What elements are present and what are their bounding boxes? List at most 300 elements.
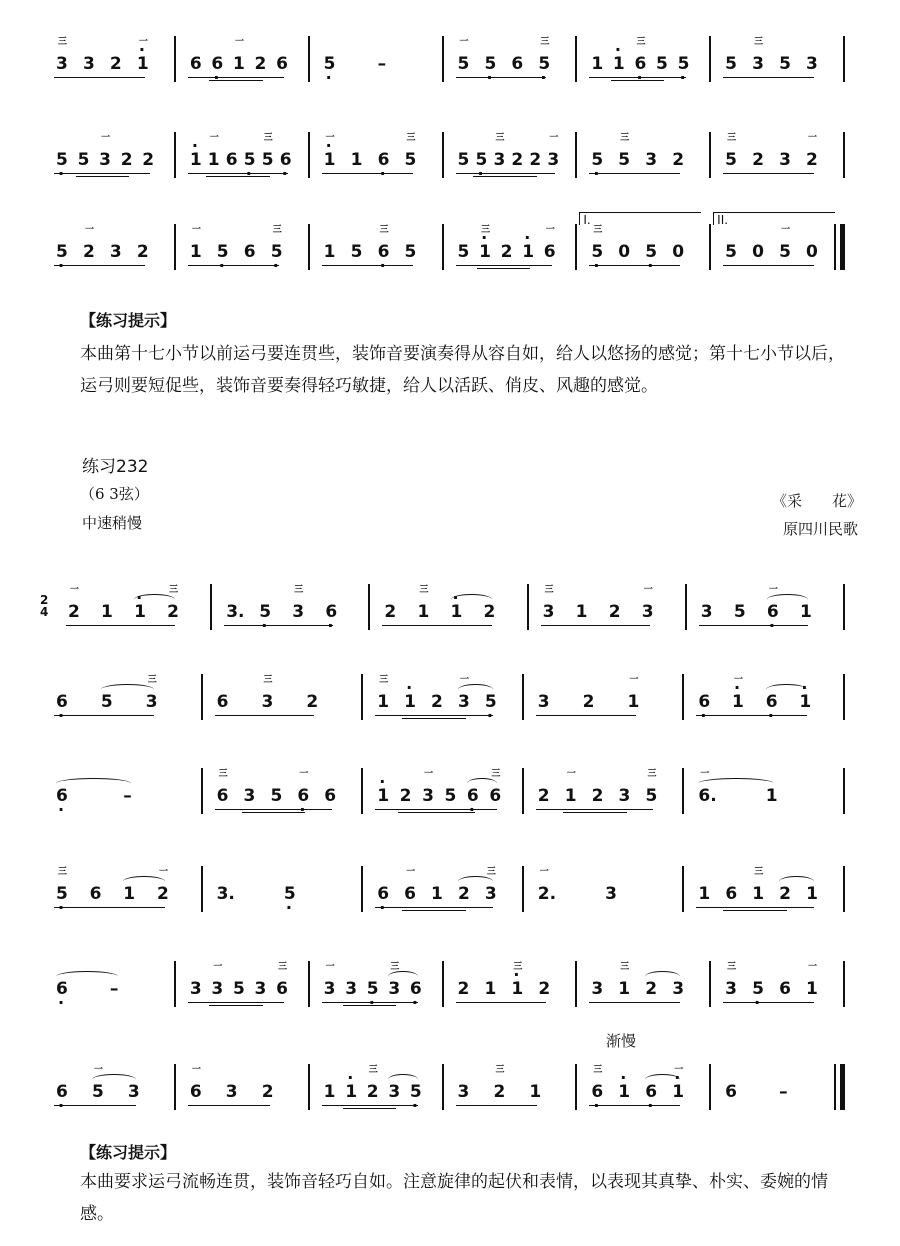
note: 6 bbox=[725, 1082, 737, 1102]
fingering-mark: 一 bbox=[325, 133, 335, 143]
note: 2 bbox=[142, 150, 155, 170]
beam bbox=[54, 907, 165, 908]
note: 5 bbox=[404, 150, 417, 170]
note: 5 · bbox=[678, 54, 690, 74]
beam bbox=[322, 1002, 418, 1003]
note: 6 bbox=[243, 242, 256, 262]
note: 6 bbox=[276, 54, 288, 74]
note: 3 bbox=[547, 150, 560, 170]
note: 5 · bbox=[217, 242, 229, 262]
fingering-mark: 三 bbox=[294, 585, 304, 595]
barline bbox=[709, 132, 711, 178]
barline bbox=[575, 961, 577, 1007]
note: 3 bbox=[672, 979, 685, 999]
beam bbox=[536, 715, 636, 716]
barline bbox=[685, 584, 687, 630]
barline bbox=[361, 768, 363, 814]
note: 5 bbox=[91, 1082, 104, 1102]
beam-double bbox=[563, 812, 627, 813]
beam bbox=[723, 173, 814, 174]
note: 3 bbox=[109, 242, 122, 262]
note: 5 · bbox=[56, 242, 68, 262]
fingering-mark: 三 bbox=[58, 37, 68, 47]
note: 5 · bbox=[56, 150, 68, 170]
beam-double bbox=[242, 812, 306, 813]
beam bbox=[54, 173, 150, 174]
beam bbox=[589, 1105, 680, 1106]
fingering-mark: 三 bbox=[727, 962, 737, 972]
fingering-mark: 三 bbox=[513, 962, 523, 972]
fingering-mark: 三 bbox=[368, 1065, 378, 1075]
note: 6 · bbox=[378, 150, 390, 170]
final-barline-thin bbox=[834, 224, 836, 270]
fingering-mark: 一 bbox=[700, 769, 710, 779]
fingering-mark: 三 bbox=[754, 867, 764, 877]
barline bbox=[442, 961, 444, 1007]
beam bbox=[699, 625, 808, 626]
score-line-8 bbox=[40, 955, 860, 1019]
beam bbox=[188, 173, 288, 174]
beam bbox=[322, 265, 413, 266]
note: 2 bbox=[493, 1082, 506, 1102]
note: 1 bbox=[123, 884, 136, 904]
note: 1 bbox=[575, 602, 588, 622]
barline bbox=[682, 768, 684, 814]
fingering-mark: 一 bbox=[424, 769, 434, 779]
note: 1 bbox=[698, 884, 711, 904]
note: 3 bbox=[700, 602, 713, 622]
fingering-mark: 一 bbox=[299, 769, 309, 779]
note: 2 bbox=[261, 1082, 274, 1102]
beam bbox=[589, 1002, 680, 1003]
note: 6 · bbox=[766, 692, 778, 712]
fingering-mark: 三 bbox=[495, 133, 505, 143]
fingering-mark: 一 bbox=[70, 585, 80, 595]
note: 3 bbox=[211, 979, 224, 999]
beam bbox=[696, 907, 814, 908]
note: 1 bbox=[806, 884, 818, 904]
beam bbox=[723, 77, 814, 78]
final-barline bbox=[840, 1064, 845, 1110]
fingering-mark: 一 bbox=[138, 37, 148, 47]
note: · 1 bbox=[404, 692, 416, 712]
beam-double bbox=[723, 910, 787, 911]
fingering-mark: 三 bbox=[169, 585, 179, 595]
barline bbox=[522, 674, 524, 720]
slur bbox=[645, 1074, 680, 1085]
note: 6 · bbox=[297, 786, 309, 806]
beam bbox=[696, 715, 807, 716]
practice-tips-text-1: 本曲第十七小节以前运弓要连贯些，装饰音要演奏得从容自如，给人以悠扬的感觉；第十七小节以后，运弓则要短促些，装饰音要奏得轻巧敏捷，给人以活跃、俏皮、风趣的感觉。 bbox=[80, 344, 845, 396]
note: · 1 bbox=[522, 242, 534, 262]
barline bbox=[442, 224, 444, 270]
note: 5 bbox=[725, 150, 737, 170]
fingering-mark: 一 bbox=[209, 133, 219, 143]
slur bbox=[56, 778, 131, 789]
note: 1 bbox=[591, 54, 604, 74]
barline bbox=[575, 132, 577, 178]
note: · 1 bbox=[451, 602, 463, 622]
note: 3 bbox=[56, 54, 68, 74]
beam bbox=[375, 907, 493, 908]
note: 1 bbox=[564, 786, 577, 806]
note: – bbox=[377, 54, 387, 74]
note: 5 bbox=[444, 786, 457, 806]
note: · 1 bbox=[345, 1082, 357, 1102]
score-line-4 bbox=[40, 578, 860, 642]
beam-double bbox=[398, 812, 475, 813]
note: 6 · bbox=[56, 1082, 68, 1102]
note: 6 bbox=[189, 54, 202, 74]
fingering-mark: 三 bbox=[593, 225, 603, 235]
note: 3 bbox=[345, 979, 358, 999]
fingering-mark: 一 bbox=[234, 37, 244, 47]
note: 6 · bbox=[591, 1082, 603, 1102]
note: 5 · bbox=[485, 692, 497, 712]
beam bbox=[224, 625, 333, 626]
beam bbox=[589, 265, 680, 266]
note: 5 bbox=[656, 54, 668, 74]
barline bbox=[843, 768, 845, 814]
note: 5 · bbox=[645, 242, 657, 262]
fingering-mark: 三 bbox=[406, 133, 416, 143]
beam bbox=[589, 77, 685, 78]
note: 6 · bbox=[634, 54, 646, 74]
note: 2 bbox=[156, 884, 169, 904]
note: 1 bbox=[799, 602, 812, 622]
note: 3 bbox=[725, 979, 737, 999]
note: 1 bbox=[207, 150, 220, 170]
beam bbox=[723, 265, 814, 266]
note: 3 bbox=[457, 692, 470, 712]
note: 6 bbox=[511, 54, 524, 74]
note: · 1 bbox=[134, 602, 146, 622]
note: 3. bbox=[216, 884, 235, 904]
volta-second-ending: II. bbox=[713, 212, 835, 225]
fingering-mark: 一 bbox=[93, 1065, 103, 1075]
fingering-mark: 一 bbox=[549, 133, 559, 143]
beam-double bbox=[611, 80, 664, 81]
note: 1 bbox=[618, 979, 631, 999]
fingering-mark: 一 bbox=[213, 962, 223, 972]
fingering-mark: 一 bbox=[459, 675, 469, 685]
exercise-title: 练习232 bbox=[82, 457, 149, 477]
note: 5 · bbox=[56, 884, 68, 904]
note: 5 bbox=[618, 150, 631, 170]
barline bbox=[575, 1064, 577, 1110]
score-line-5 bbox=[40, 668, 860, 732]
beam bbox=[536, 809, 654, 810]
note: 6 bbox=[276, 979, 288, 999]
note: 1 bbox=[323, 1082, 336, 1102]
slur bbox=[92, 1074, 136, 1085]
note: 5 bbox=[100, 692, 113, 712]
fingering-mark: 三 bbox=[272, 225, 282, 235]
note: 3 bbox=[99, 150, 111, 170]
note: 2 bbox=[608, 602, 621, 622]
barline bbox=[308, 224, 310, 270]
slur bbox=[101, 684, 154, 695]
beam bbox=[382, 625, 491, 626]
beam-double bbox=[473, 176, 537, 177]
slur bbox=[56, 971, 118, 982]
beam-double bbox=[343, 1005, 396, 1006]
barline bbox=[522, 866, 524, 912]
note: 6 bbox=[779, 979, 791, 999]
note: 0 bbox=[752, 242, 764, 262]
beam bbox=[322, 173, 413, 174]
barline bbox=[361, 674, 363, 720]
fingering-mark: 三 bbox=[636, 37, 646, 47]
barline bbox=[174, 961, 176, 1007]
beam bbox=[215, 715, 315, 716]
barline bbox=[682, 674, 684, 720]
fingering-mark: 三 bbox=[647, 769, 657, 779]
fingering-mark: 三 bbox=[540, 37, 550, 47]
note: 1 bbox=[232, 54, 245, 74]
note: 2 bbox=[645, 979, 658, 999]
note: 2 bbox=[254, 54, 267, 74]
slur bbox=[134, 594, 175, 605]
fingering-mark: 三 bbox=[379, 225, 389, 235]
final-barline bbox=[840, 224, 845, 270]
beam bbox=[456, 173, 556, 174]
note: 6 · bbox=[211, 54, 223, 74]
note: 2 bbox=[752, 150, 764, 170]
barline bbox=[843, 132, 845, 178]
note: 6 bbox=[216, 786, 229, 806]
note: 6 · bbox=[325, 602, 337, 622]
beam bbox=[215, 809, 333, 810]
note: 6 bbox=[404, 884, 416, 904]
beam bbox=[322, 1105, 418, 1106]
practice-tips-heading-2: 【练习提示】 bbox=[80, 1143, 177, 1162]
note: 2 bbox=[483, 602, 496, 622]
note: 5 · bbox=[410, 1082, 422, 1102]
song-title: 《采 花》 bbox=[771, 492, 862, 510]
note: 0 bbox=[806, 242, 818, 262]
note: 2 bbox=[120, 150, 133, 170]
note: 5 · bbox=[367, 979, 379, 999]
barline bbox=[361, 866, 363, 912]
note: 3 bbox=[422, 786, 434, 806]
beam-double bbox=[402, 718, 466, 719]
slur bbox=[388, 1074, 418, 1085]
note: 3 bbox=[493, 150, 506, 170]
fingering-mark: 一 bbox=[191, 225, 201, 235]
note: 5 · bbox=[752, 979, 764, 999]
time-signature: 2 4 bbox=[40, 593, 49, 619]
note: 5 · bbox=[271, 242, 283, 262]
beam bbox=[456, 1002, 547, 1003]
beam bbox=[541, 625, 650, 626]
note: 5 · bbox=[244, 150, 256, 170]
note: 1 bbox=[377, 692, 390, 712]
fingering-mark: 一 bbox=[629, 675, 639, 685]
score-line-7 bbox=[40, 860, 860, 924]
note: 2 bbox=[68, 602, 80, 622]
barline bbox=[709, 224, 711, 270]
note: 2 bbox=[82, 242, 95, 262]
slur bbox=[458, 684, 493, 695]
note: 1 bbox=[627, 692, 640, 712]
note: 1 bbox=[189, 242, 202, 262]
slur bbox=[767, 594, 808, 605]
note: 5 · bbox=[475, 150, 487, 170]
barline bbox=[442, 36, 444, 82]
barline bbox=[174, 36, 176, 82]
fingering-mark: 一 bbox=[768, 585, 778, 595]
fingering-mark: 三 bbox=[147, 675, 157, 685]
barline bbox=[174, 132, 176, 178]
beam-double bbox=[477, 268, 530, 269]
note: 3 bbox=[641, 602, 654, 622]
note: · 1 bbox=[324, 150, 336, 170]
barline bbox=[201, 866, 203, 912]
note: 6 bbox=[489, 786, 502, 806]
note: 5 bbox=[232, 979, 245, 999]
note: 6 · bbox=[378, 242, 390, 262]
barline bbox=[308, 1064, 310, 1110]
beam bbox=[456, 265, 552, 266]
fingering-mark: 一 bbox=[539, 867, 549, 877]
barline bbox=[709, 1064, 711, 1110]
fingering-mark: 三 bbox=[218, 769, 228, 779]
note: 5 bbox=[77, 150, 90, 170]
fingering-mark: 三 bbox=[491, 769, 501, 779]
fingering-mark: 一 bbox=[191, 1065, 201, 1075]
note: 3. bbox=[226, 602, 245, 622]
ritardando-marking: 渐慢 bbox=[606, 1032, 637, 1050]
note: 5 bbox=[725, 242, 737, 262]
note: 5 bbox=[733, 602, 746, 622]
barline bbox=[174, 224, 176, 270]
note: 1 bbox=[484, 979, 497, 999]
barline bbox=[522, 768, 524, 814]
note: · 1 bbox=[732, 692, 744, 712]
fingering-mark: 三 bbox=[495, 1065, 505, 1075]
note: · 1 bbox=[479, 242, 491, 262]
fingering-mark: 一 bbox=[808, 133, 818, 143]
note: 1 bbox=[417, 602, 430, 622]
note: 5 · bbox=[284, 884, 296, 904]
barline bbox=[442, 132, 444, 178]
note: 0 bbox=[672, 242, 685, 262]
note: 2 bbox=[167, 602, 179, 622]
beam-double bbox=[343, 1108, 396, 1109]
tempo-marking: 中速稍慢 bbox=[82, 514, 143, 532]
note: 2 bbox=[384, 602, 397, 622]
note: · 1 bbox=[672, 1082, 684, 1102]
barline bbox=[201, 674, 203, 720]
beam bbox=[54, 265, 145, 266]
barline bbox=[709, 36, 711, 82]
note: 3 bbox=[243, 786, 256, 806]
note: 2 bbox=[672, 150, 685, 170]
fingering-mark: 三 bbox=[544, 585, 554, 595]
barline bbox=[709, 961, 711, 1007]
final-barline-thin bbox=[834, 1064, 836, 1110]
note: 5 bbox=[261, 150, 274, 170]
slur bbox=[766, 684, 808, 695]
note: 3 bbox=[542, 602, 555, 622]
note: 3 bbox=[752, 54, 764, 74]
note: 2 bbox=[511, 150, 524, 170]
note: 3 bbox=[618, 786, 631, 806]
beam bbox=[375, 809, 497, 810]
barline bbox=[843, 866, 845, 912]
barline bbox=[843, 36, 845, 82]
note: 3 bbox=[225, 1082, 238, 1102]
note: 6 bbox=[725, 884, 738, 904]
note: 2 bbox=[537, 786, 550, 806]
practice-tips-text-2: 本曲要求运弓流畅连贯，装饰音轻巧自如。注意旋律的起伏和表情，以表现其真挚、朴实、委婉的情感。 bbox=[80, 1172, 828, 1224]
note: 6 bbox=[89, 884, 102, 904]
note: 3 bbox=[292, 602, 305, 622]
fingering-mark: 三 bbox=[481, 225, 491, 235]
note: 3 bbox=[457, 1082, 470, 1102]
note: 6 bbox=[324, 786, 337, 806]
note: · 1 bbox=[799, 692, 811, 712]
barline bbox=[308, 36, 310, 82]
beam bbox=[589, 173, 680, 174]
barline bbox=[843, 674, 845, 720]
beam bbox=[375, 715, 493, 716]
note: 2 bbox=[538, 979, 551, 999]
barline bbox=[210, 584, 212, 630]
note: · 1 bbox=[613, 54, 625, 74]
note: 2 bbox=[582, 692, 595, 712]
note: 3 bbox=[82, 54, 95, 74]
fingering-mark: 三 bbox=[754, 37, 764, 47]
note: 1 bbox=[765, 786, 778, 806]
note: 3 bbox=[145, 692, 158, 712]
note: 1 bbox=[529, 1082, 542, 1102]
note: 5 · bbox=[591, 242, 603, 262]
note: – bbox=[109, 979, 119, 999]
beam bbox=[188, 77, 284, 78]
note: 5 bbox=[457, 150, 470, 170]
fingering-mark: 三 bbox=[620, 962, 630, 972]
note: 3 bbox=[537, 692, 550, 712]
note: 2 bbox=[366, 1082, 379, 1102]
fingering-mark: 三 bbox=[278, 962, 288, 972]
note: 5 · bbox=[591, 150, 603, 170]
slur bbox=[645, 971, 680, 982]
barline bbox=[201, 768, 203, 814]
note: 6 · bbox=[280, 150, 292, 170]
note: 6 bbox=[216, 692, 229, 712]
fingering-mark: 一 bbox=[545, 225, 555, 235]
note: 3 bbox=[388, 1082, 401, 1102]
note: – bbox=[123, 786, 132, 806]
beam-double bbox=[402, 910, 466, 911]
note: 2. bbox=[537, 884, 557, 904]
fingering-mark: 三 bbox=[263, 675, 273, 685]
note: 5 bbox=[645, 786, 658, 806]
note: 5 · bbox=[538, 54, 550, 74]
beam-double bbox=[76, 176, 129, 177]
fingering-mark: 三 bbox=[620, 133, 630, 143]
note: · 1 bbox=[377, 786, 389, 806]
fingering-mark: 三 bbox=[263, 133, 273, 143]
barline bbox=[682, 866, 684, 912]
note: 3 bbox=[323, 979, 336, 999]
slur bbox=[467, 778, 497, 789]
slur bbox=[779, 876, 814, 887]
score-line-2 bbox=[40, 126, 860, 190]
volta-first-ending: I. bbox=[579, 212, 701, 225]
